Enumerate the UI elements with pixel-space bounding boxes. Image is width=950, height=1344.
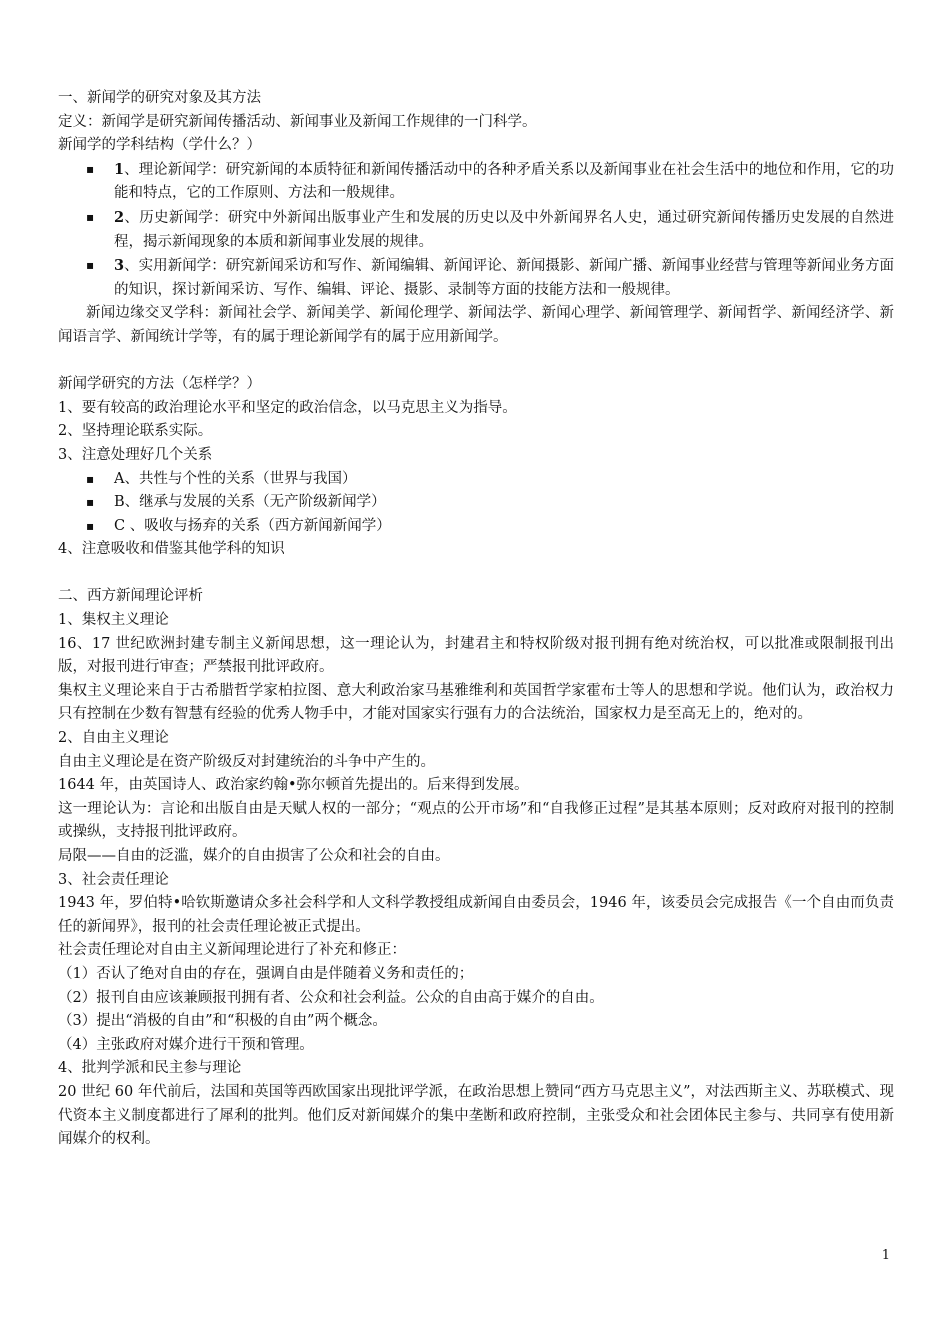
theory-2-paragraph-3: 这一理论认为：言论和出版自由是天赋人权的一部分；“观点的公开市场”和“自我修正过程”是其基本原则；反对政府对报刊的控制或操纵，支持报刊批评政府。	[58, 800, 894, 841]
theory-2-paragraph-2: 1644 年，由英国诗人、政治家约翰•弥尔顿首先提出的。后来得到发展。	[58, 777, 529, 794]
method-2: 2、坚持理论联系实际。	[58, 423, 213, 440]
relations-list	[58, 468, 894, 539]
theory-1-heading: 1、集权主义理论	[58, 612, 169, 629]
document-page	[58, 87, 894, 1152]
theory-1-paragraph-2: 集权主义理论来自于古希腊哲学家柏拉图、意大利政治家马基雅维利和英国哲学家霍布士等人的思想和学说。他们认为，政治权力只有控制在少数有智慧有经验的优秀人物手中，才能对国家实行强有力的合法统治，国家权力是至高无上的，绝对的。	[58, 682, 894, 723]
theory-3-paragraph-2: 社会责任理论对自由主义新闻理论进行了补充和修正：	[58, 942, 406, 959]
list-item: ▪ 1、理论新闻学：研究新闻的本质特征和新闻传播活动中的各种矛盾关系以及新闻事业在社会生活中的地位和作用，它的功能和特点，它的工作原则、方法和一般规律。	[114, 158, 894, 206]
structure-list	[58, 158, 894, 303]
section-2-title: 二、西方新闻理论评析	[58, 588, 203, 605]
theory-2-paragraph-4: 局限——自由的泛滥，媒介的自由损害了公众和社会的自由。	[58, 848, 450, 864]
list-item: ▪ B、继承与发展的关系（无产阶级新闻学）	[114, 491, 894, 515]
theory-2-paragraph-1: 自由主义理论是在资产阶级反对封建统治的斗争中产生的。	[58, 753, 435, 770]
theory-3-item-2: （2）报刊自由应该兼顾报刊拥有者、公众和社会利益。公众的自由高于媒介的自由。	[58, 989, 604, 1006]
theory-4-heading: 4、批判学派和民主参与理论	[58, 1060, 242, 1077]
structure-heading: 新闻学的学科结构（学什么？）	[58, 137, 261, 154]
border-disciplines-paragraph: 新闻边缘交叉学科：新闻社会学、新闻美学、新闻伦理学、新闻法学、新闻心理学、新闻管理学、新闻哲学、新闻经济学、新闻语言学、新闻统计学等，有的属于理论新闻学有的属于应用新闻学。	[58, 305, 894, 345]
method-3: 3、注意处理好几个关系	[58, 446, 213, 463]
theory-1-paragraph-1: 16、17 世纪欧洲封建专制主义新闻思想，这一理论认为，封建君主和特权阶级对报刊拥有绝对统治权，可以批准或限制报刊出版，对报刊进行审查；严禁报刊批评政府。	[58, 635, 894, 676]
theory-2-heading: 2、自由主义理论	[58, 730, 169, 747]
section-1-title: 一、新闻学的研究对象及其方法	[58, 90, 261, 106]
theory-3-paragraph-1: 1943 年，罗伯特•哈钦斯邀请众多社会科学和人文科学教授组成新闻自由委员会，1946 年，该委员会完成报告《一个自由而负责任的新闻界》，报刊的社会责任理论被正式提出。	[58, 895, 894, 935]
method-4: 4、注意吸收和借鉴其他学科的知识	[58, 541, 285, 558]
methods-heading: 新闻学研究的方法（怎样学？）	[58, 376, 261, 393]
theory-3-heading: 3、社会责任理论	[58, 871, 169, 888]
list-item: ▪ A、共性与个性的关系（世界与我国）	[114, 468, 894, 492]
theory-3-item-3: （3）提出“消极的自由”和“积极的自由”两个概念。	[58, 1013, 387, 1030]
theory-3-item-1: （1）否认了绝对自由的存在，强调自由是伴随着义务和责任的；	[58, 965, 474, 982]
theory-3-item-4: （4）主张政府对媒介进行干预和管理。	[58, 1036, 314, 1053]
list-item: ▪ C 、吸收与扬弃的关系（西方新闻新闻学）	[114, 515, 894, 539]
list-item: ▪ 3、实用新闻学：研究新闻采访和写作、新闻编辑、新闻评论、新闻摄影、新闻广播、新闻事业经营与管理等新闻业务方面的知识，探讨新闻采访、写作、编辑、评论、摄影、录制等方面的技能方法和一般规律。	[114, 254, 894, 302]
definition-paragraph: 定义：新闻学是研究新闻传播活动、新闻事业及新闻工作规律的一门科学。	[58, 113, 537, 130]
method-1: 1、要有较高的政治理论水平和坚定的政治信念，以马克思主义为指导。	[58, 399, 517, 416]
page-number: 1	[881, 1248, 890, 1263]
list-item: ▪ 2、历史新闻学：研究中外新闻出版事业产生和发展的历史以及中外新闻界名人史，通过研究新闻传播历史发展的自然进程，揭示新闻现象的本质和新闻事业发展的规律。	[114, 206, 894, 254]
theory-4-paragraph-1: 20 世纪 60 年代前后，法国和英国等西欧国家出现批评学派，在政治思想上赞同“西方马克思主义”，对法西斯主义、苏联模式、现代资本主义制度都进行了犀利的批判。他们反对新闻媒介的集中垄断和政府控制，主张受众和社会团体民主参与、共同享有使用新闻媒介的权利。	[58, 1083, 894, 1148]
